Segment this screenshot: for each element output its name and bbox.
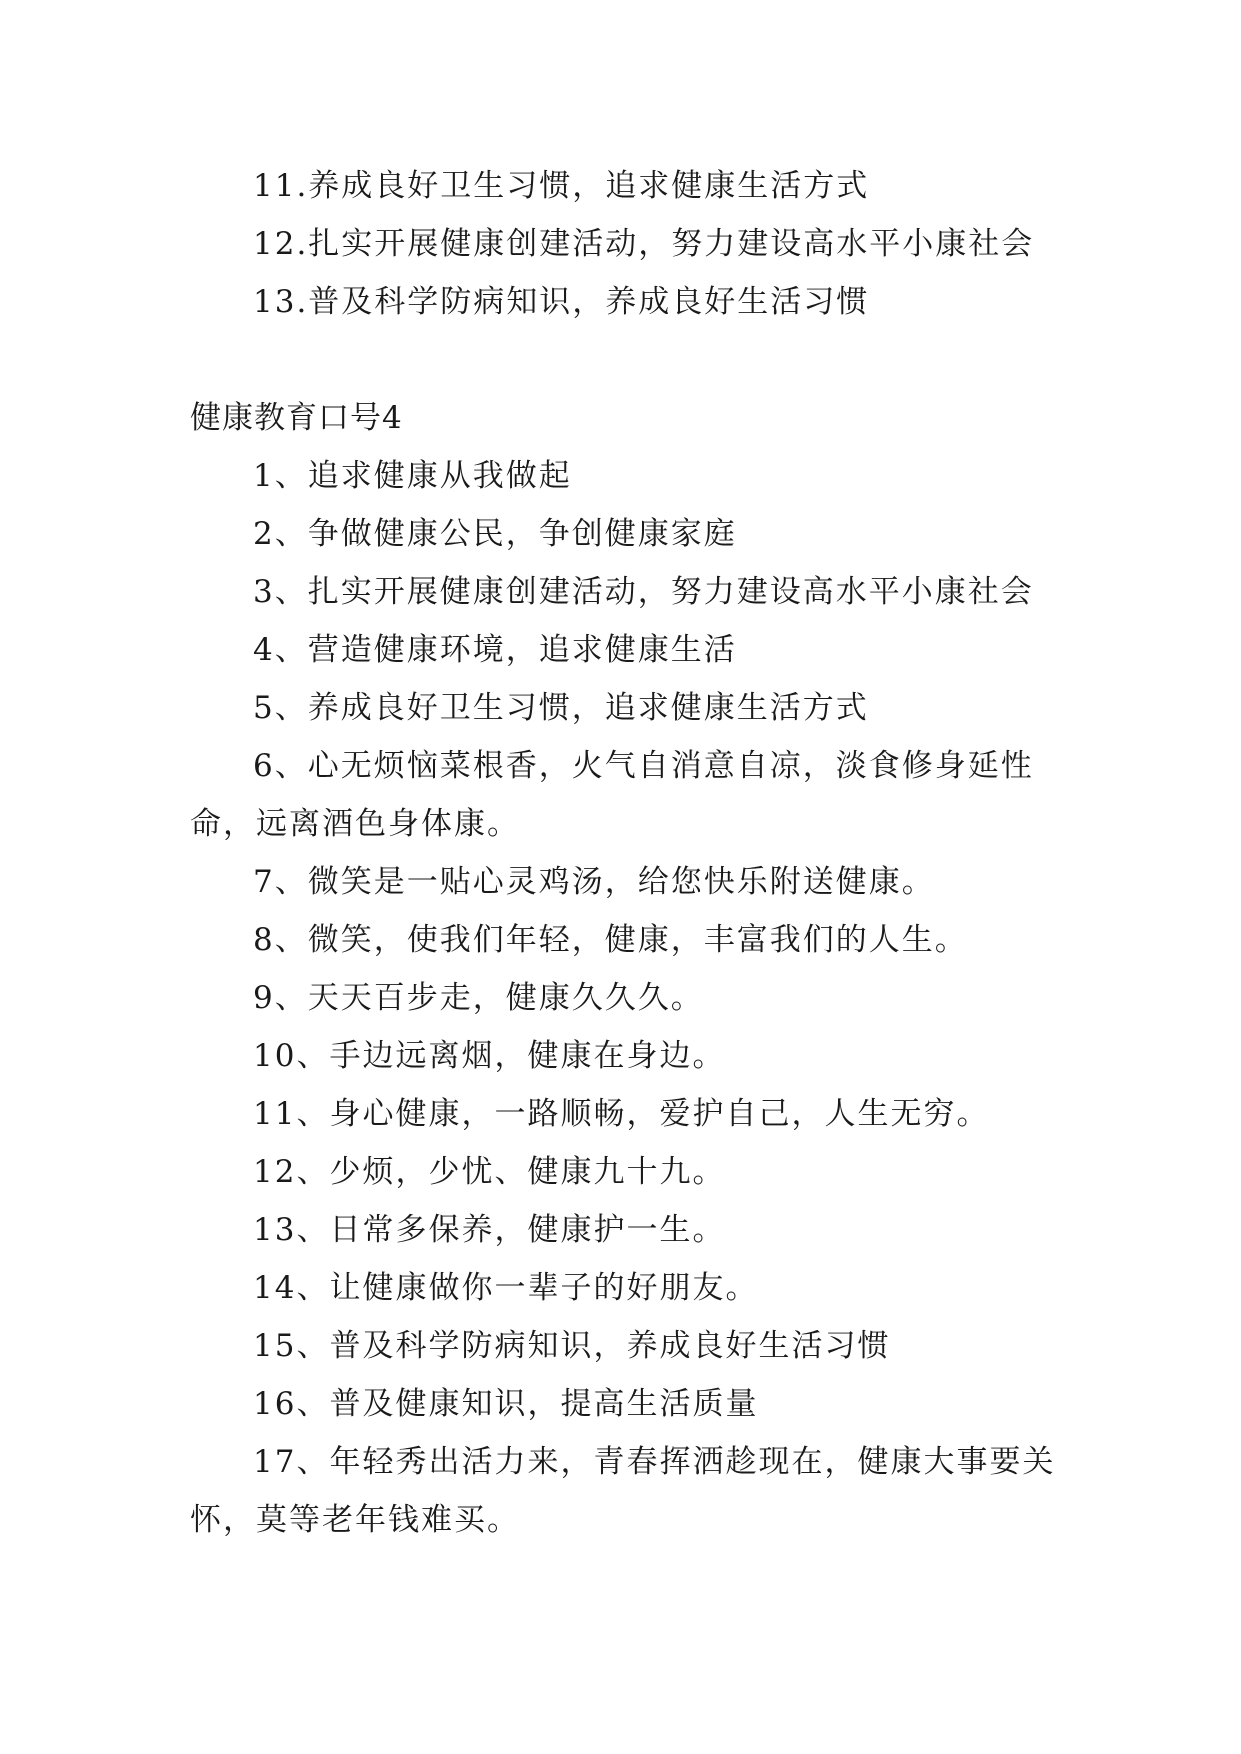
slogan-line: 13、日常多保养，健康护一生。 [253, 1212, 726, 1248]
slogan-line: 7、微笑是一贴心灵鸡汤，给您快乐附送健康。 [253, 864, 935, 900]
slogan-line: 8、微笑，使我们年轻，健康，丰富我们的人生。 [253, 922, 968, 958]
slogan-line-continued: 怀，莫等老年钱难买。 [190, 1502, 520, 1538]
slogan-line: 3、扎实开展健康创建活动，努力建设高水平小康社会 [253, 574, 1034, 610]
slogan-line: 12、少烦，少忧、健康九十九。 [253, 1154, 726, 1190]
slogan-line: 15、普及科学防病知识，养成良好生活习惯 [253, 1328, 891, 1364]
slogan-line: 17、年轻秀出活力来，青春挥洒趁现在，健康大事要关 [253, 1444, 1056, 1480]
slogan-line: 10、手边远离烟，健康在身边。 [253, 1038, 726, 1074]
slogan-line: 14、让健康做你一辈子的好朋友。 [253, 1270, 759, 1306]
slogan-line: 13.普及科学防病知识，养成良好生活习惯 [253, 284, 870, 320]
slogan-line: 12.扎实开展健康创建活动，努力建设高水平小康社会 [253, 226, 1035, 262]
slogan-line: 11、身心健康，一路顺畅，爱护自己，人生无穷。 [253, 1096, 990, 1132]
section-title: 健康教育口号4 [190, 400, 403, 436]
slogan-line: 16、普及健康知识，提高生活质量 [253, 1386, 759, 1422]
slogan-line: 2、争做健康公民，争创健康家庭 [253, 516, 737, 552]
slogan-line: 6、心无烦恼菜根香，火气自消意自凉，淡食修身延性 [253, 748, 1034, 784]
slogan-line: 9、天天百步走，健康久久久。 [253, 980, 704, 1016]
slogan-line: 1、追求健康从我做起 [253, 458, 572, 494]
slogan-line: 4、营造健康环境，追求健康生活 [253, 632, 737, 668]
slogan-line: 11.养成良好卫生习惯，追求健康生活方式 [253, 168, 870, 204]
slogan-line-continued: 命，远离酒色身体康。 [190, 806, 520, 842]
slogan-line: 5、养成良好卫生习惯，追求健康生活方式 [253, 690, 869, 726]
